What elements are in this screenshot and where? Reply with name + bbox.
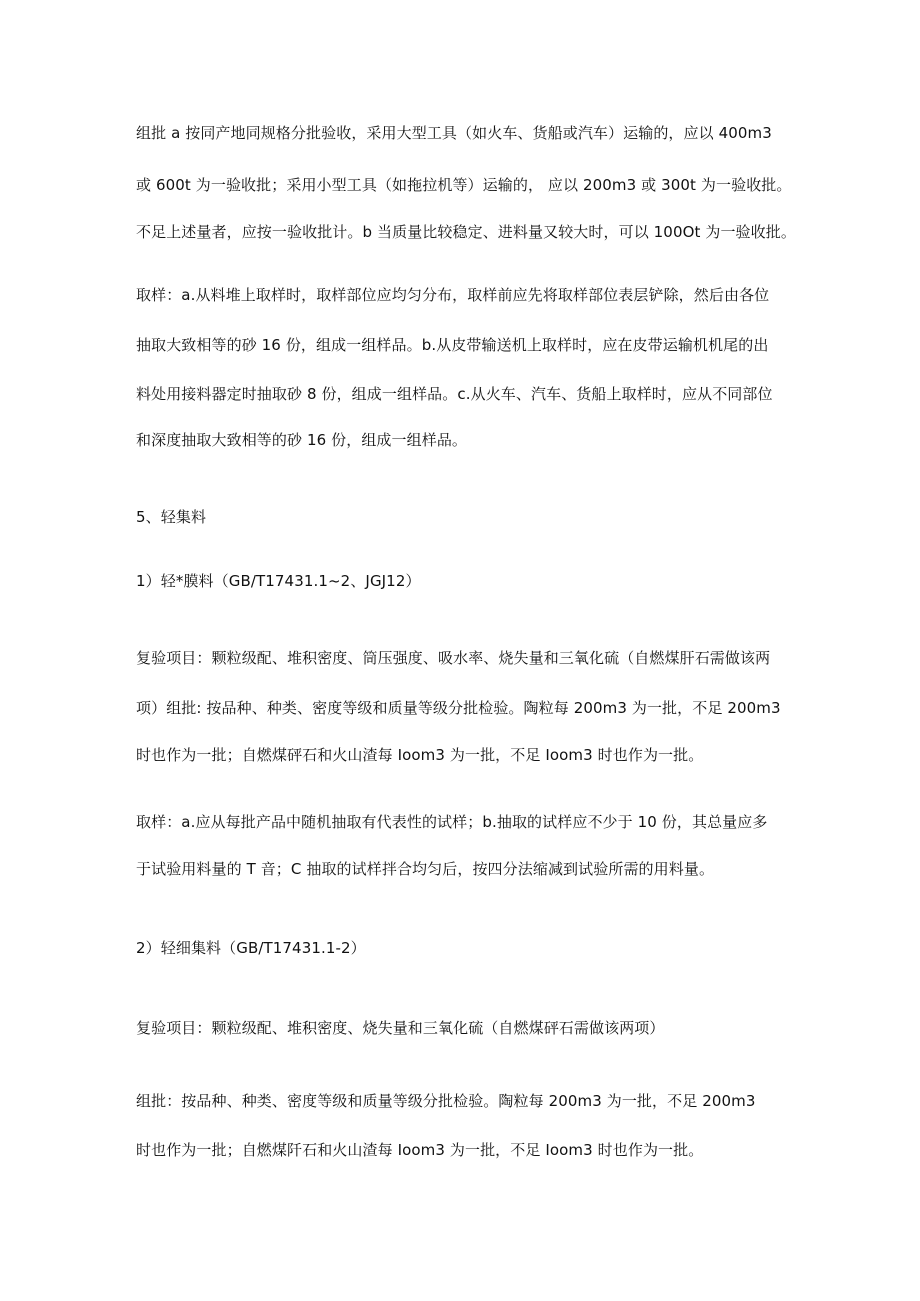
text-line: 不足上述量者，应按一验收批计。b 当质量比较稳定、进料量又较大时，可以 100Ot 为一验收批。 xyxy=(136,223,796,241)
text-line: 时也作为一批；自燃煤阡石和火山渣每 Ioom3 为一批，不足 Ioom3 时也作为一批。 xyxy=(136,1141,704,1159)
text-line: 组批：按品种、种类、密度等级和质量等级分批检验。陶粒每 200m3 为一批，不足 200m3 xyxy=(136,1092,756,1110)
text-line: 组批 a 按同产地同规格分批验收，采用大型工具（如火车、货船或汽车）运输的，应以 400m3 xyxy=(136,124,772,142)
subsection-heading: 1）轻*膜料（GB/T17431.1~2、JGJ12） xyxy=(136,572,421,590)
text-line: 复验项目：颗粒级配、堆积密度、烧失量和三氧化硫（自燃煤砰石需做该两项） xyxy=(136,1019,665,1037)
text-line: 抽取大致相等的砂 16 份，组成一组样品。b.从皮带输送机上取样时，应在皮带运输机机尾的出 xyxy=(136,336,769,354)
text-line: 于试验用料量的 T 音；C 抽取的试样拌合均匀后，按四分法缩减到试验所需的用料量。 xyxy=(136,860,715,878)
text-line: 取样：a.从料堆上取样时，取样部位应均匀分布，取样前应先将取样部位表层铲除，然后由各位 xyxy=(136,286,770,304)
text-line: 项）组批: 按品种、种类、密度等级和质量等级分批检验。陶粒每 200m3 为一批，不足 200m3 xyxy=(136,699,781,717)
section-heading: 5、轻集料 xyxy=(136,508,207,526)
subsection-heading: 2）轻细集料（GB/T17431.1-2） xyxy=(136,939,366,957)
text-line: 取样：a.应从每批产品中随机抽取有代表性的试样；b.抽取的试样应不少于 10 份，其总量应多 xyxy=(136,813,768,831)
text-line: 料处用接料器定时抽取砂 8 份，组成一组样品。c.从火车、汽车、货船上取样时，应从不同部位 xyxy=(136,385,773,403)
text-line: 和深度抽取大致相等的砂 16 份，组成一组样品。 xyxy=(136,431,468,449)
text-line: 复验项目：颗粒级配、堆积密度、筒压强度、吸水率、烧失量和三氧化硫（自燃煤肝石需做该两 xyxy=(136,649,771,667)
text-line: 时也作为一批；自燃煤砰石和火山渣每 Ioom3 为一批，不足 Ioom3 时也作为一批。 xyxy=(136,746,704,764)
text-line: 或 600t 为一验收批；采用小型工具（如拖拉机等）运输的， 应以 200m3 或 300t 为一验收批。 xyxy=(136,176,792,194)
